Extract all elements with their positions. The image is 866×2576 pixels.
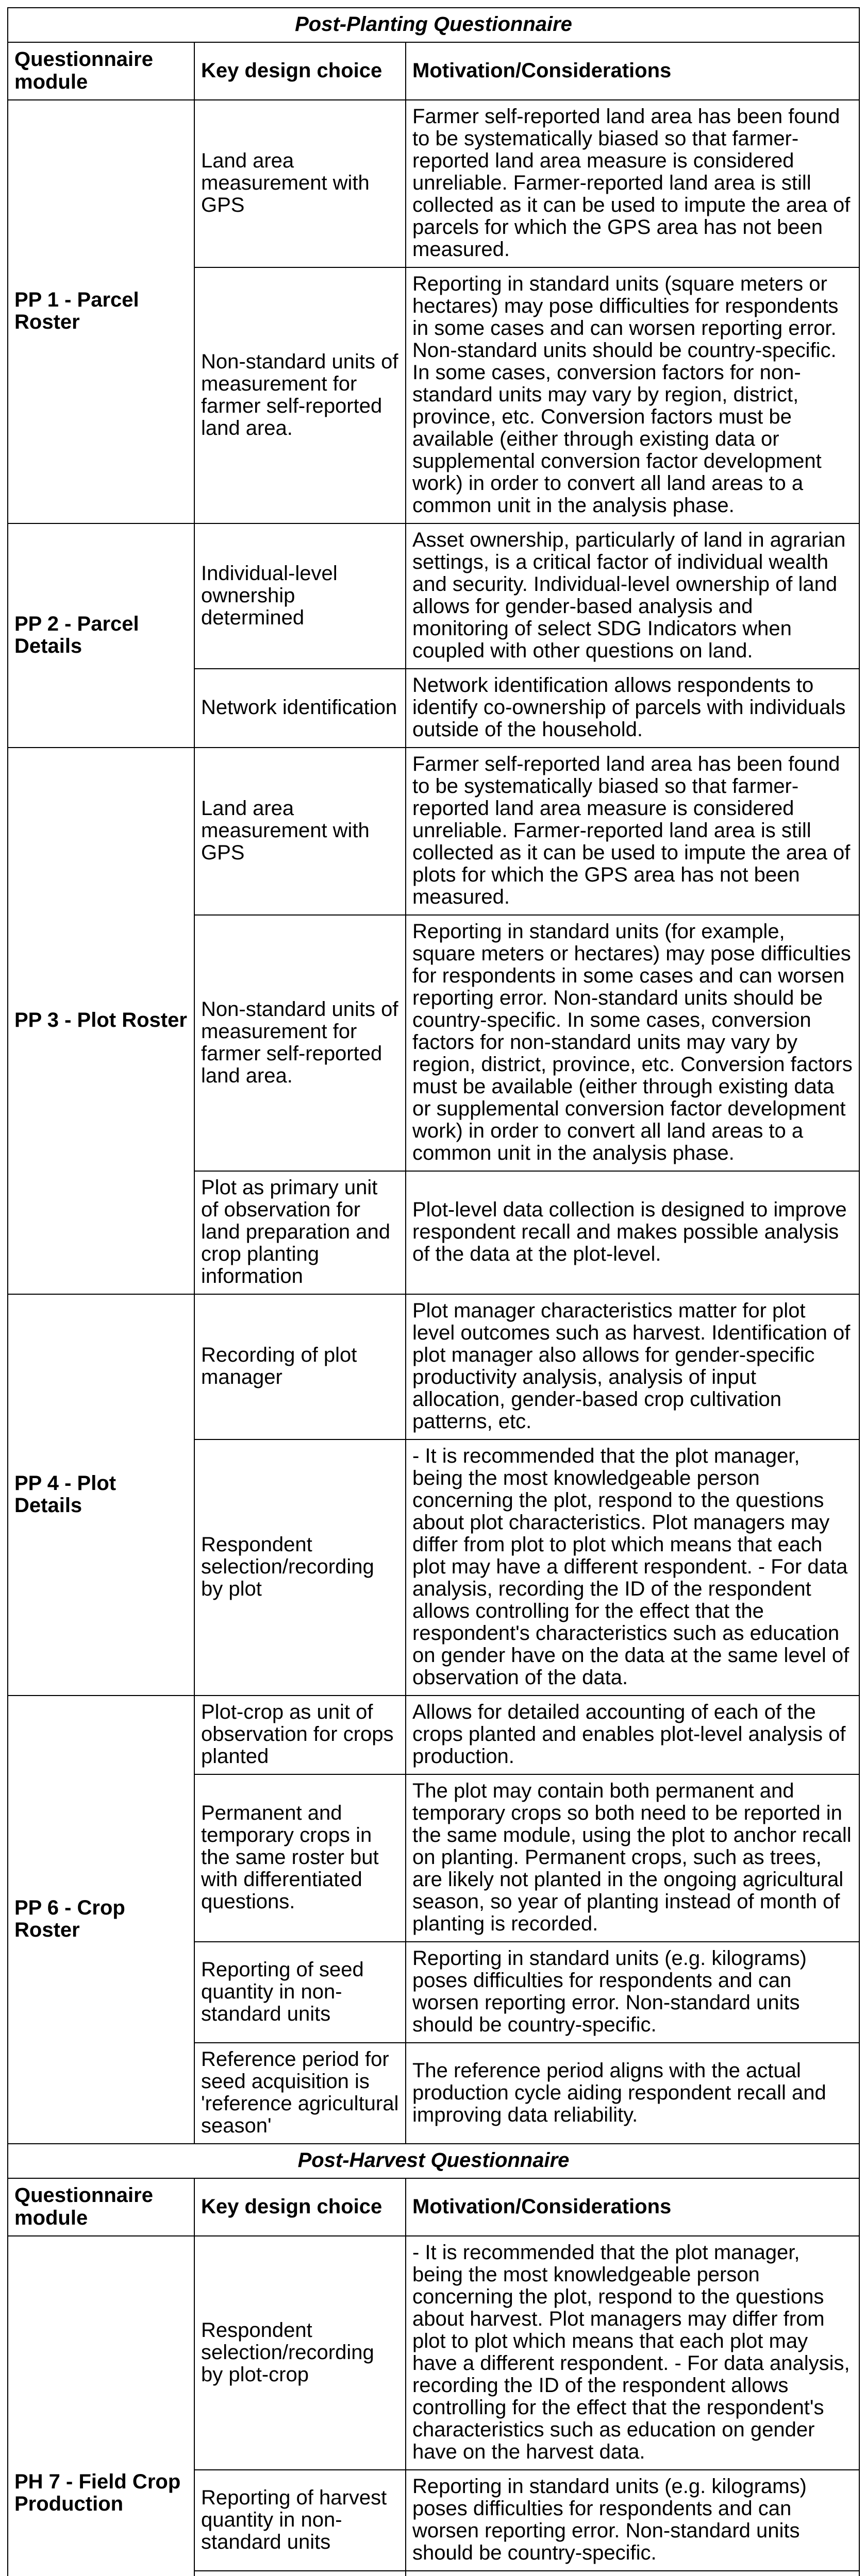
module-name-ph-7-field-crop-production: PH 7 - Field Crop Production bbox=[8, 2236, 194, 2576]
design-choice-cell: Reporting of seed quantity in non-standard units bbox=[194, 1942, 406, 2043]
design-choice-cell: Non-standard units of measurement for farmer self-reported land area. bbox=[194, 267, 406, 523]
section-title: Post-Harvest Questionnaire bbox=[8, 2144, 859, 2178]
motivation-cell: Reporting in standard units (square meters or hectares) may pose difficulties for respondents in some cases and can worsen reporting error. Non-standard units should be country-specific. In some cases, conversion factors for non-standard units may vary by region, district, province, etc. Conversion factors must be available (either through existing data or supplemental conversion factor development work) in order to convert all land areas to a common unit in the analysis phase. bbox=[406, 267, 859, 523]
design-choices-document bbox=[7, 7, 859, 2576]
header-key-design-choice: Key design choice bbox=[194, 2178, 406, 2236]
motivation-cell: Farmer self-reported land area has been found to be systematically biased so that farmer-reported land area measure is considered unreliable. Farmer-reported land area is still collected as it can be used to impute the area of parcels for which the GPS area has not been measured. bbox=[406, 100, 859, 267]
module-name-pp-3-plot-roster: PP 3 - Plot Roster bbox=[8, 748, 194, 1294]
design-choice-cell: Network identification bbox=[194, 669, 406, 748]
motivation-cell bbox=[406, 2571, 859, 2576]
design-choice-cell: Non-standard units of measurement for farmer self-reported land area. bbox=[194, 915, 406, 1171]
table-row bbox=[8, 2236, 859, 2470]
section-title-row bbox=[8, 8, 859, 42]
design-choice-cell: Respondent selection/recording by plot bbox=[194, 1439, 406, 1696]
module-name-pp-1-parcel-roster: PP 1 - Parcel Roster bbox=[8, 100, 194, 523]
motivation-cell: Allows for detailed accounting of each of the crops planted and enables plot-level analysis of production. bbox=[406, 1696, 859, 1774]
motivation-cell: Reporting in standard units (e.g. kilograms) poses difficulties for respondents and can worsen reporting error. Non-standard units should be country-specific. bbox=[406, 1942, 859, 2043]
motivation-cell: Reporting in standard units (e.g. kilograms) poses difficulties for respondents and can worsen reporting error. Non-standard units should be country-specific. bbox=[406, 2470, 859, 2571]
header-row bbox=[8, 2178, 859, 2236]
table-row bbox=[8, 1294, 859, 1439]
header-questionnaire-module: Questionnaire module bbox=[8, 42, 194, 100]
questionnaire-design-table bbox=[7, 7, 860, 2576]
table-row bbox=[8, 523, 859, 669]
header-motivation-considerations: Motivation/Considerations bbox=[406, 42, 859, 100]
motivation-cell: The reference period aligns with the actual production cycle aiding respondent recall and improving data reliability. bbox=[406, 2043, 859, 2144]
motivation-cell: Plot manager characteristics matter for plot level outcomes such as harvest. Identification of plot manager also allows for gender-specific productivity analysis, analysis of input allocation, gender-based crop cultivation patterns, etc. bbox=[406, 1294, 859, 1439]
design-choice-cell: Individual-level ownership determined bbox=[194, 523, 406, 669]
header-row bbox=[8, 42, 859, 100]
motivation-cell: Asset ownership, particularly of land in agrarian settings, is a critical factor of individual wealth and security. Individual-level ownership of land allows for gender-based analysis and monitoring of select SDG Indicators when coupled with other questions on land. bbox=[406, 523, 859, 669]
motivation-cell: Plot-level data collection is designed to improve respondent recall and makes possible analysis of the data at the plot-level. bbox=[406, 1171, 859, 1294]
motivation-cell: - It is recommended that the plot manager, being the most knowledgeable person concerning the plot, respond to the questions about plot characteristics. Plot managers may differ from plot to plot which means that each plot may have a different respondent. - For data analysis, recording the ID of the respondent allows controlling for the effect that the respondent's characteristics such as education on gender have on the data at the same level of observation of the data. bbox=[406, 1439, 859, 1696]
design-choice-cell: Plot as primary unit of observation for land preparation and crop planting information bbox=[194, 1171, 406, 1294]
motivation-cell: - It is recommended that the plot manager, being the most knowledgeable person concerning the plot, respond to the questions about harvest. Plot managers may differ from plot to plot which means that each plot may have a different respondent. - For data analysis, recording the ID of the respondent allows controlling for the effect that the respondent's characteristics such as education on gender have on the harvest data. bbox=[406, 2236, 859, 2470]
design-choice-cell: Land area measurement with GPS bbox=[194, 748, 406, 915]
motivation-cell: Network identification allows respondents to identify co-ownership of parcels with individuals outside of the household. bbox=[406, 669, 859, 748]
design-choice-cell: Permanent and temporary crops in the same roster but with differentiated questions. bbox=[194, 1774, 406, 1942]
table-row bbox=[8, 1696, 859, 1774]
table-body bbox=[8, 8, 859, 2576]
section-title-row bbox=[8, 2144, 859, 2178]
section-title: Post-Planting Questionnaire bbox=[8, 8, 859, 42]
design-choice-cell: Reporting of harvest quantity in non-standard units bbox=[194, 2470, 406, 2571]
design-choice-cell: Respondent selection/recording by plot-crop bbox=[194, 2236, 406, 2470]
design-choice-cell: Recording of plot manager bbox=[194, 1294, 406, 1439]
motivation-cell: The plot may contain both permanent and temporary crops so both need to be reported in the same module, using the plot to anchor recall on planting. Permanent crops, such as trees, are likely not planted in the ongoing agricultural season, so year of planting instead of month of planting is recorded. bbox=[406, 1774, 859, 1942]
module-name-pp-4-plot-details: PP 4 - Plot Details bbox=[8, 1294, 194, 1696]
design-choice-cell bbox=[194, 2571, 406, 2576]
header-questionnaire-module: Questionnaire module bbox=[8, 2178, 194, 2236]
table-row bbox=[8, 748, 859, 915]
table-row bbox=[8, 100, 859, 267]
header-key-design-choice: Key design choice bbox=[194, 42, 406, 100]
motivation-cell: Farmer self-reported land area has been found to be systematically biased so that farmer-reported land area measure is considered unreliable. Farmer-reported land area is still collected as it can be used to impute the area of plots for which the GPS area has not been measured. bbox=[406, 748, 859, 915]
motivation-cell: Reporting in standard units (for example, square meters or hectares) may pose difficulties for respondents in some cases and can worsen reporting error. Non-standard units should be country-specific. In some cases, conversion factors for non-standard units may vary by region, district, province, etc. Conversion factors must be available (either through existing data or supplemental conversion factor development work) in order to convert all land areas to a common unit in the analysis phase. bbox=[406, 915, 859, 1171]
module-name-pp-2-parcel-details: PP 2 - Parcel Details bbox=[8, 523, 194, 748]
module-name-pp-6-crop-roster: PP 6 - Crop Roster bbox=[8, 1696, 194, 2144]
design-choice-cell: Land area measurement with GPS bbox=[194, 100, 406, 267]
design-choice-cell: Plot-crop as unit of observation for crops planted bbox=[194, 1696, 406, 1774]
design-choice-cell: Reference period for seed acquisition is 'reference agricultural season' bbox=[194, 2043, 406, 2144]
header-motivation-considerations: Motivation/Considerations bbox=[406, 2178, 859, 2236]
